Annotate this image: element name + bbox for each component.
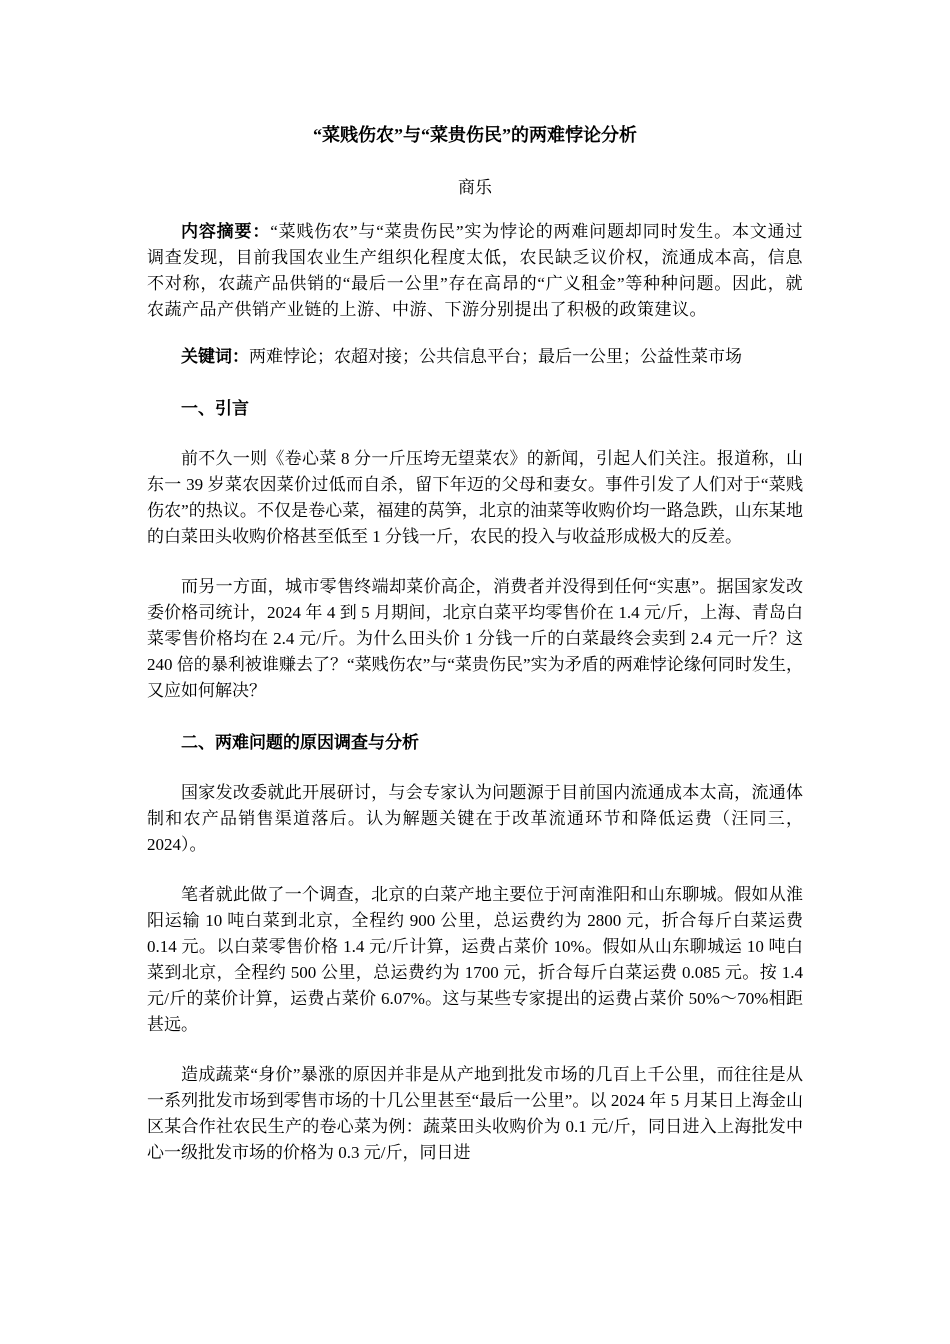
paragraph: 笔者就此做了一个调查，北京的白菜产地主要位于河南淮阳和山东聊城。假如从淮阳运输 10 吨白菜到北京，全程约 900 公里，总运费约为 2800 元，折合每斤白菜运费 0.14 元。以白菜零售价格 1.4 元/斤计算，运费占菜价 10%。假如从山东聊城运 10 吨白菜到北京，全程约 500 公里，总运费约为 1700 元，折合每斤白菜运费 0.085 元。按 1.4 元/斤的菜价计算，运费占菜价 6.07%。这与某些专家提出的运费占菜价 50%～70%相距甚远。 (147, 885, 803, 1034)
abstract (147, 219, 803, 323)
paragraph: 而另一方面，城市零售终端却菜价高企，消费者并没得到任何“实惠”。据国家发改委价格司统计，2024 年 4 到 5 月期间，北京白菜平均零售价在 1.4 元/斤，上海、青岛白菜零售价格均在 2.4 元/斤。为什么田头价 1 分钱一斤的白菜最终会卖到 2.4 元一斤？这 240 倍的暴利被谁赚去了？“菜贱伤农”与“菜贵伤民”实为矛盾的两难悖论缘何同时发生，又应如何解决？ (147, 577, 803, 700)
document-page (147, 120, 803, 1166)
section-heading-causes: 二、两难问题的原因调查与分析 (181, 733, 419, 752)
keywords-text: 两难悖论；农超对接；公共信息平台；最后一公里；公益性菜市场 (249, 347, 742, 366)
keywords (147, 344, 803, 370)
document-author: 商乐 (458, 178, 492, 197)
abstract-label: 内容摘要： (181, 222, 271, 241)
paragraph: 造成蔬菜“身价”暴涨的原因并非是从产地到批发市场的几百上千公里，而往往是从一系列批发市场到零售市场的十几公里甚至“最后一公里”。以 2024 年 5 月某日上海金山区某合作社农民生产的卷心菜为例：蔬菜田头收购价为 0.1 元/斤，同日进入上海批发中心一级批发市场的价格为 0.3 元/斤，同日进 (147, 1065, 803, 1162)
keywords-label: 关键词： (181, 347, 249, 366)
document-title: “菜贱伤农”与“菜贵伤民”的两难悖论分析 (313, 125, 637, 145)
paragraph: 前不久一则《卷心菜 8 分一斤压垮无望菜农》的新闻，引起人们关注。报道称，山东一 39 岁菜农因菜价过低而自杀，留下年迈的父母和妻女。事件引发了人们对于“菜贱伤农”的热议。不仅是卷心菜，福建的莴笋，北京的油菜等收购价均一路急跌，山东某地的白菜田头收购价格甚至低至 1 分钱一斤，农民的投入与收益形成极大的反差。 (147, 449, 803, 546)
abstract-text: “菜贱伤农”与“菜贵伤民”实为悖论的两难问题却同时发生。本文通过调查发现，目前我国农业生产组织化程度太低，农民缺乏议价权，流通成本高，信息不对称，农蔬产品供销的“最后一公里”存在高昂的“广义租金”等种种问题。因此，就农蔬产品产供销产业链的上游、中游、下游分别提出了积极的政策建议。 (147, 222, 804, 319)
paragraph: 国家发改委就此开展研讨，与会专家认为问题源于目前国内流通成本太高，流通体制和农产品销售渠道落后。认为解题关键在于改革流通环节和降低运费（汪同三，2024）。 (147, 783, 803, 854)
section-heading-introduction: 一、引言 (181, 399, 249, 418)
